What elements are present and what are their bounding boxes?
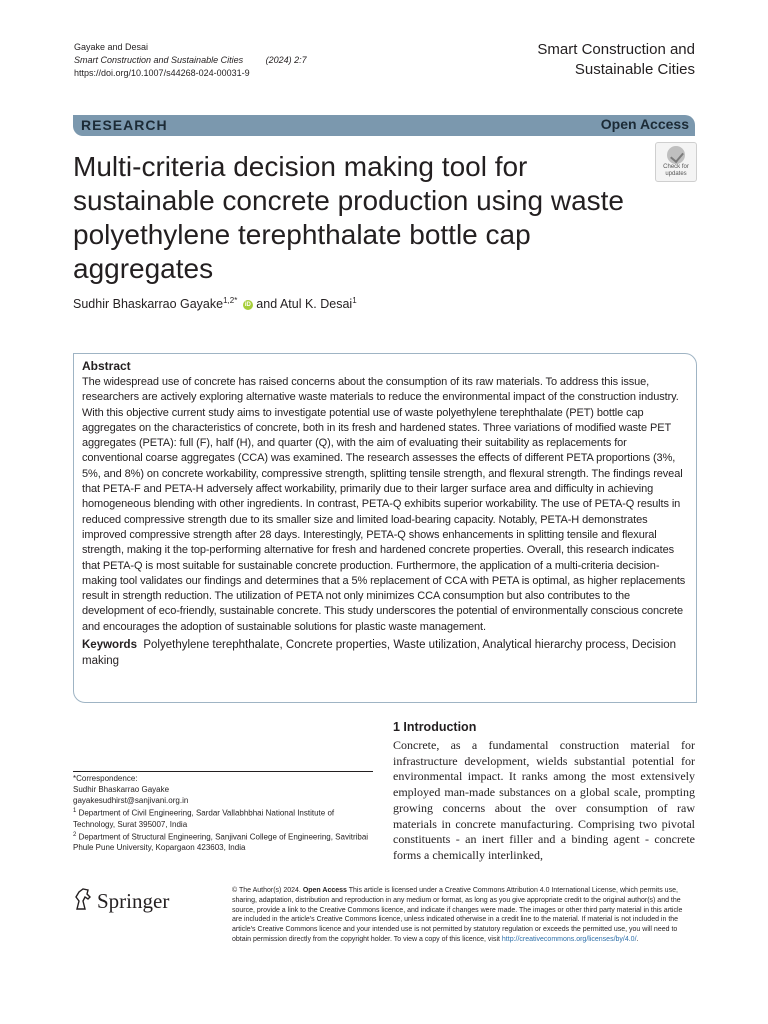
journal-title-line2: Sustainable Cities [574, 61, 695, 78]
article-type-banner [73, 115, 695, 136]
author-conjunction: and [252, 297, 280, 312]
footnote-divider [73, 771, 373, 772]
author-list [73, 296, 357, 311]
author-name[interactable]: Sudhir Bhaskarrao Gayake [73, 297, 224, 312]
license-text: This article is licensed under a Creative Commons Attribution 4.0 International License, which permits use, sharing, adaptation, distribution and reproduction in any medium or format, as long as you give appropriate credit to the original author(s) and the source, provide a link to the Creative Commons licence, and indicate if changes were made. The images or other third party material in this article are included in the article's Creative Commons licence, unless indicated otherwise in a credit line to the material. If material is not included in the article's Creative Commons licence and your intended use is not permitted by statutory regulation or exceeds the permitted use, you will need to obtain permission directly from the copyright holder. To view a copy of this licence, visit [232, 887, 683, 943]
introduction-text: Concrete, as a fundamental construction material for infrastructure development, wields substantial potential for environmental impact. It ranks among the most extensively employed man-made substances on a global scale, prompting growing concerns about the over consumption of raw materials in concrete manufacturing. Comprising two pivotal constituents - an inert filler and a binding agent - concrete forms a chemically interlinked, [393, 738, 695, 862]
section-heading: 1 Introduction [393, 720, 477, 734]
license-notice [232, 886, 694, 945]
license-open-access: Open Access [302, 887, 347, 894]
affiliation-sup: 2 [73, 831, 77, 838]
article-title: Multi-criteria decision making tool for sustainable concrete production using waste polyethylene terephthalate bottle cap aggregates [73, 151, 625, 284]
correspondence-email[interactable]: gayakesudhirst@sanjivani.org.in [73, 796, 189, 805]
header-doi-link[interactable]: https://doi.org/10.1007/s44268-024-00031-9 [74, 68, 250, 78]
affiliation-text: Department of Structural Engineering, Sanjivani College of Engineering, Savitribai Phule Pune University, Kopargaon 423603, India [73, 832, 369, 853]
header-journal: Smart Construction and Sustainable Cities [74, 55, 244, 65]
badge-text-line1: Check for [663, 164, 689, 170]
abstract-heading: Abstract [82, 359, 131, 373]
abstract-box [73, 353, 697, 703]
keywords [82, 638, 686, 669]
publisher-name: Springer [97, 889, 170, 913]
header-authors: Gayake and Desai [74, 42, 149, 52]
correspondence-name: Sudhir Bhaskarrao Gayake [73, 785, 170, 794]
author-affiliation-sup: 1 [352, 296, 357, 305]
author-affiliation-sup: 1,2* [223, 296, 238, 305]
footnotes [73, 773, 373, 853]
header-year: (2024) 2:7 [265, 55, 307, 65]
orcid-icon[interactable]: iD [244, 301, 251, 308]
affiliation-text: Department of Civil Engineering, Sardar Vallabhbhai National Institute of Technology, Surat 395007, India [73, 808, 335, 829]
badge-text-line2: updates [665, 171, 687, 177]
license-link[interactable]: http://creativecommons.org/licenses/by/4.0/ [501, 935, 637, 943]
license-end: . [636, 935, 639, 943]
check-updates-icon [667, 146, 685, 164]
author-name[interactable]: Atul K. Desai [279, 297, 353, 312]
affiliation-sup: 1 [73, 808, 77, 814]
abstract-text: The widespread use of concrete has raised concerns about the consumption of its raw materials. To address this issue, researchers are actively exploring alternative waste materials to reduce the environmental impact of the construction industry. With this objective current study aims to investigate potential use of waste polyethylene terephthalate (PET) bottle cap aggregates on the characteristics of concrete, both in its fresh and hardened states. Three variations of modified waste PET aggregates (PETA): full (F), half (H), and quarter (Q), with the aim of evaluating their suitability as replacements for conventional coarse aggregates (CCA) was examined. The research assesses the effects of different PETA proportions (3%, 5%, and 8%) on concrete workability, compressive strength, splitting tensile strength, and flexural strength. The findings reveal that PETA-F and PETA-H adversely affect workability, primarily due to their larger surface area and difficulty in achieving homogeneous blending with other ingredients. In contrast, PETA-Q exhibits superior workability. The use of PETA-Q results in reduced compressive strength due to its smaller size and limited load-bearing capacity. Notably, PETA-H demonstrates improved compressive strength after 28 days. Interestingly, PETA-Q shows enhancements in splitting tensile and flexural strength, making it the top-performing alternative for fresh and hardened concrete properties. Overall, this research indicates that PETA-Q is most suitable for sustainable concrete production. Furthermore, the application of a multi-criteria decision-making tool validates our findings and determines that a 5% replacement of CCA with PETA is optimal, as higher replacements result in strength reduction. The utilization of PETA not only minimizes CCA consumption but also contributes to the development of eco-friendly, sustainable concrete. This study underscores the potential of environmentally conscious concrete and encourages the adoption of sustainable solutions for plastic waste management. [82, 376, 686, 633]
affiliation-1 [73, 806, 373, 830]
article-type-label: RESEARCH [81, 117, 168, 133]
keywords-label: Keywords [82, 639, 137, 652]
open-access-label: Open Access [600, 116, 689, 132]
keywords-list: Polyethylene terephthalate, Concrete properties, Waste utilization, Analytical hierarchy process, Decision making [82, 639, 677, 667]
copyright-text: © The Author(s) 2024. [232, 887, 301, 894]
running-header [74, 41, 307, 80]
affiliation-2 [73, 830, 373, 854]
publisher-logo [73, 887, 169, 914]
journal-title [537, 40, 695, 80]
springer-horse-icon [73, 887, 93, 911]
check-for-updates-badge[interactable] [655, 142, 697, 182]
journal-title-line1: Smart Construction and [537, 41, 695, 58]
correspondence-label: *Correspondence: [73, 774, 138, 783]
